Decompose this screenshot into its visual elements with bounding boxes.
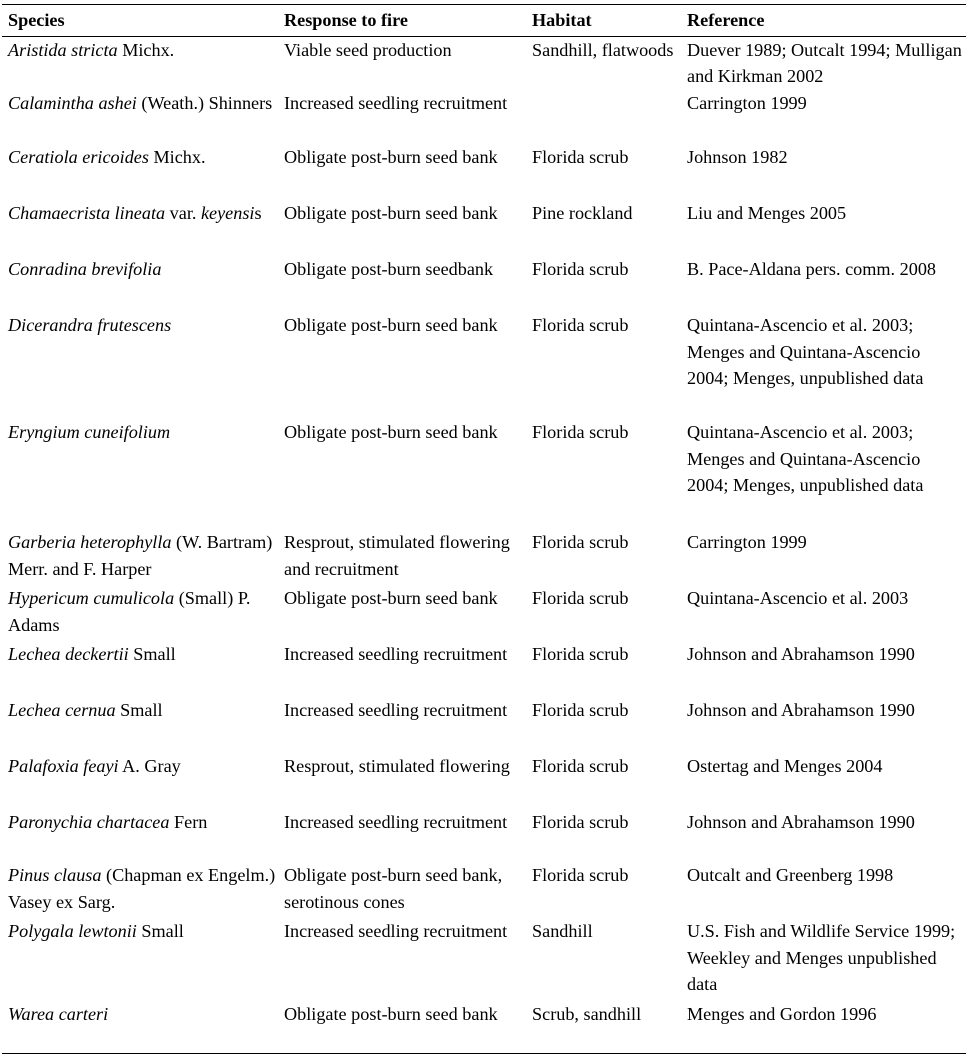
species-authority: (Small) P. Adams bbox=[8, 588, 251, 635]
cell-response-to-fire: Obligate post-burn seed bank bbox=[284, 315, 498, 335]
species-authority: (Chapman ex Engelm.) Vasey ex Sarg. bbox=[8, 865, 276, 912]
cell-species bbox=[2, 862, 278, 918]
cell-response-to-fire: Increased seedling recruitment bbox=[284, 93, 508, 113]
cell-reference: Liu and Menges 2005 bbox=[687, 203, 847, 223]
table-row bbox=[2, 809, 966, 862]
table-row bbox=[2, 697, 966, 753]
header-row bbox=[2, 5, 966, 37]
cell-reference: B. Pace-Aldana pers. comm. 2008 bbox=[687, 259, 937, 279]
species-name: Lechea deckertii bbox=[8, 644, 129, 664]
species-name: Aristida stricta bbox=[8, 39, 118, 60]
cell-response-to-fire: Obligate post-burn seedbank bbox=[284, 259, 494, 279]
cell-habitat: Florida scrub bbox=[532, 644, 629, 664]
cell-habitat: Florida scrub bbox=[532, 532, 629, 552]
cell-response-to-fire: Obligate post-burn seed bank bbox=[284, 422, 498, 442]
cell-species bbox=[2, 809, 278, 862]
species-authority: Small bbox=[136, 921, 184, 941]
cell-species bbox=[2, 529, 278, 585]
cell-response-to-fire: Obligate post-burn seed bank bbox=[284, 588, 498, 608]
cell-habitat: Florida scrub bbox=[532, 588, 629, 608]
table-row bbox=[2, 585, 966, 641]
species-authority: Michx. bbox=[117, 39, 175, 60]
header-species: Species bbox=[8, 10, 65, 30]
cell-reference: Quintana-Ascencio et al. 2003; Menges and Quintana-Ascencio 2004; Menges, unpublished data bbox=[687, 422, 924, 495]
header-response-to-fire: Response to fire bbox=[284, 10, 408, 30]
table-row bbox=[2, 144, 966, 200]
species-name: Hypericum cumulicola bbox=[8, 588, 175, 608]
table-row bbox=[2, 256, 966, 312]
cell-species bbox=[2, 200, 278, 256]
species-name: Chamaecrista lineata bbox=[8, 203, 166, 223]
cell-habitat: Florida scrub bbox=[532, 756, 629, 776]
species-name: Pinus clausa bbox=[8, 865, 102, 885]
species-name: Eryngium cuneifolium bbox=[8, 422, 171, 442]
cell-reference: U.S. Fish and Wildlife Service 1999; Weekley and Menges unpublished data bbox=[687, 921, 956, 994]
cell-species bbox=[2, 36, 278, 90]
species-name-variety: keyensi bbox=[200, 203, 255, 223]
table-row bbox=[2, 36, 966, 90]
cell-habitat: Sandhill bbox=[532, 921, 593, 941]
cell-habitat: Scrub, sandhill bbox=[532, 1004, 642, 1024]
species-name: Polygala lewtonii bbox=[8, 921, 137, 941]
cell-response-to-fire: Obligate post-burn seed bank bbox=[284, 203, 498, 223]
table-body bbox=[2, 36, 966, 1053]
cell-reference: Johnson 1982 bbox=[687, 147, 788, 167]
cell-reference: Johnson and Abrahamson 1990 bbox=[687, 644, 915, 664]
species-name: Ceratiola ericoides bbox=[8, 147, 149, 167]
cell-reference: Carrington 1999 bbox=[687, 93, 807, 113]
table-row bbox=[2, 419, 966, 529]
cell-habitat: Florida scrub bbox=[532, 147, 629, 167]
cell-reference: Duever 1989; Outcalt 1994; Mulligan and Kirkman 2002 bbox=[687, 39, 962, 86]
cell-reference: Menges and Gordon 1996 bbox=[687, 1004, 877, 1024]
cell-response-to-fire: Obligate post-burn seed bank, serotinous cones bbox=[284, 865, 503, 912]
cell-reference: Johnson and Abrahamson 1990 bbox=[687, 812, 915, 832]
cell-response-to-fire: Increased seedling recruitment bbox=[284, 644, 508, 664]
cell-response-to-fire: Resprout, stimulated flowering and recruitment bbox=[284, 532, 510, 579]
cell-species bbox=[2, 144, 278, 200]
cell-species bbox=[2, 918, 278, 1001]
species-authority: Small bbox=[128, 644, 176, 664]
cell-reference: Quintana-Ascencio et al. 2003; Menges and Quintana-Ascencio 2004; Menges, unpublished data bbox=[687, 315, 924, 388]
cell-reference: Ostertag and Menges 2004 bbox=[687, 756, 883, 776]
table-row bbox=[2, 641, 966, 697]
cell-response-to-fire: Resprout, stimulated flowering bbox=[284, 756, 510, 776]
species-authority: (W. Bartram) Merr. and F. Harper bbox=[8, 532, 273, 579]
species-name: Lechea cernua bbox=[8, 700, 116, 720]
cell-reference: Outcalt and Greenberg 1998 bbox=[687, 865, 894, 885]
cell-species bbox=[2, 256, 278, 312]
cell-habitat: Florida scrub bbox=[532, 700, 629, 720]
cell-response-to-fire: Increased seedling recruitment bbox=[284, 812, 508, 832]
fire-response-table-container bbox=[2, 4, 966, 1054]
cell-species bbox=[2, 585, 278, 641]
table-row bbox=[2, 529, 966, 585]
cell-reference: Quintana-Ascencio et al. 2003 bbox=[687, 588, 909, 608]
table-row bbox=[2, 918, 966, 1001]
species-name: Paronychia chartacea bbox=[8, 812, 170, 832]
cell-habitat: Sandhill, flatwoods bbox=[532, 39, 674, 60]
cell-species bbox=[2, 90, 278, 144]
table-row bbox=[2, 862, 966, 918]
cell-habitat bbox=[526, 90, 681, 144]
cell-habitat: Florida scrub bbox=[532, 259, 629, 279]
cell-habitat: Florida scrub bbox=[532, 812, 629, 832]
species-authority: Small bbox=[115, 700, 163, 720]
species-name: Calamintha ashei bbox=[8, 93, 137, 113]
cell-reference: Johnson and Abrahamson 1990 bbox=[687, 700, 915, 720]
table-row bbox=[2, 753, 966, 809]
species-authority: (Weath.) Shinners bbox=[136, 93, 273, 113]
table-row bbox=[2, 312, 966, 419]
species-name: Garberia heterophylla bbox=[8, 532, 172, 552]
cell-response-to-fire: Viable seed production bbox=[284, 39, 452, 60]
header-habitat: Habitat bbox=[532, 10, 592, 30]
header-reference: Reference bbox=[687, 10, 765, 30]
species-authority: Fern bbox=[169, 812, 208, 832]
cell-species bbox=[2, 697, 278, 753]
cell-species bbox=[2, 641, 278, 697]
cell-habitat: Florida scrub bbox=[532, 865, 629, 885]
cell-response-to-fire: Increased seedling recruitment bbox=[284, 921, 508, 941]
cell-response-to-fire: Increased seedling recruitment bbox=[284, 700, 508, 720]
species-authority: var. bbox=[165, 203, 201, 223]
cell-habitat: Florida scrub bbox=[532, 315, 629, 335]
cell-species bbox=[2, 419, 278, 529]
species-name: Warea carteri bbox=[8, 1004, 109, 1024]
cell-response-to-fire: Obligate post-burn seed bank bbox=[284, 1004, 498, 1024]
cell-response-to-fire: Obligate post-burn seed bank bbox=[284, 147, 498, 167]
cell-species bbox=[2, 1001, 278, 1053]
species-authority: Michx. bbox=[148, 147, 206, 167]
cell-reference: Carrington 1999 bbox=[687, 532, 807, 552]
fire-response-table bbox=[2, 4, 966, 1054]
species-authority: A. Gray bbox=[118, 756, 181, 776]
species-name: Dicerandra frutescens bbox=[8, 315, 172, 335]
cell-habitat: Florida scrub bbox=[532, 422, 629, 442]
table-row bbox=[2, 200, 966, 256]
cell-habitat: Pine rockland bbox=[532, 203, 633, 223]
species-authority-suffix: s bbox=[254, 203, 262, 223]
species-name: Conradina brevifolia bbox=[8, 259, 162, 279]
table-row bbox=[2, 90, 966, 144]
species-name: Palafoxia feayi bbox=[8, 756, 119, 776]
cell-species bbox=[2, 753, 278, 809]
table-row bbox=[2, 1001, 966, 1053]
table-header bbox=[2, 5, 966, 37]
cell-species bbox=[2, 312, 278, 419]
